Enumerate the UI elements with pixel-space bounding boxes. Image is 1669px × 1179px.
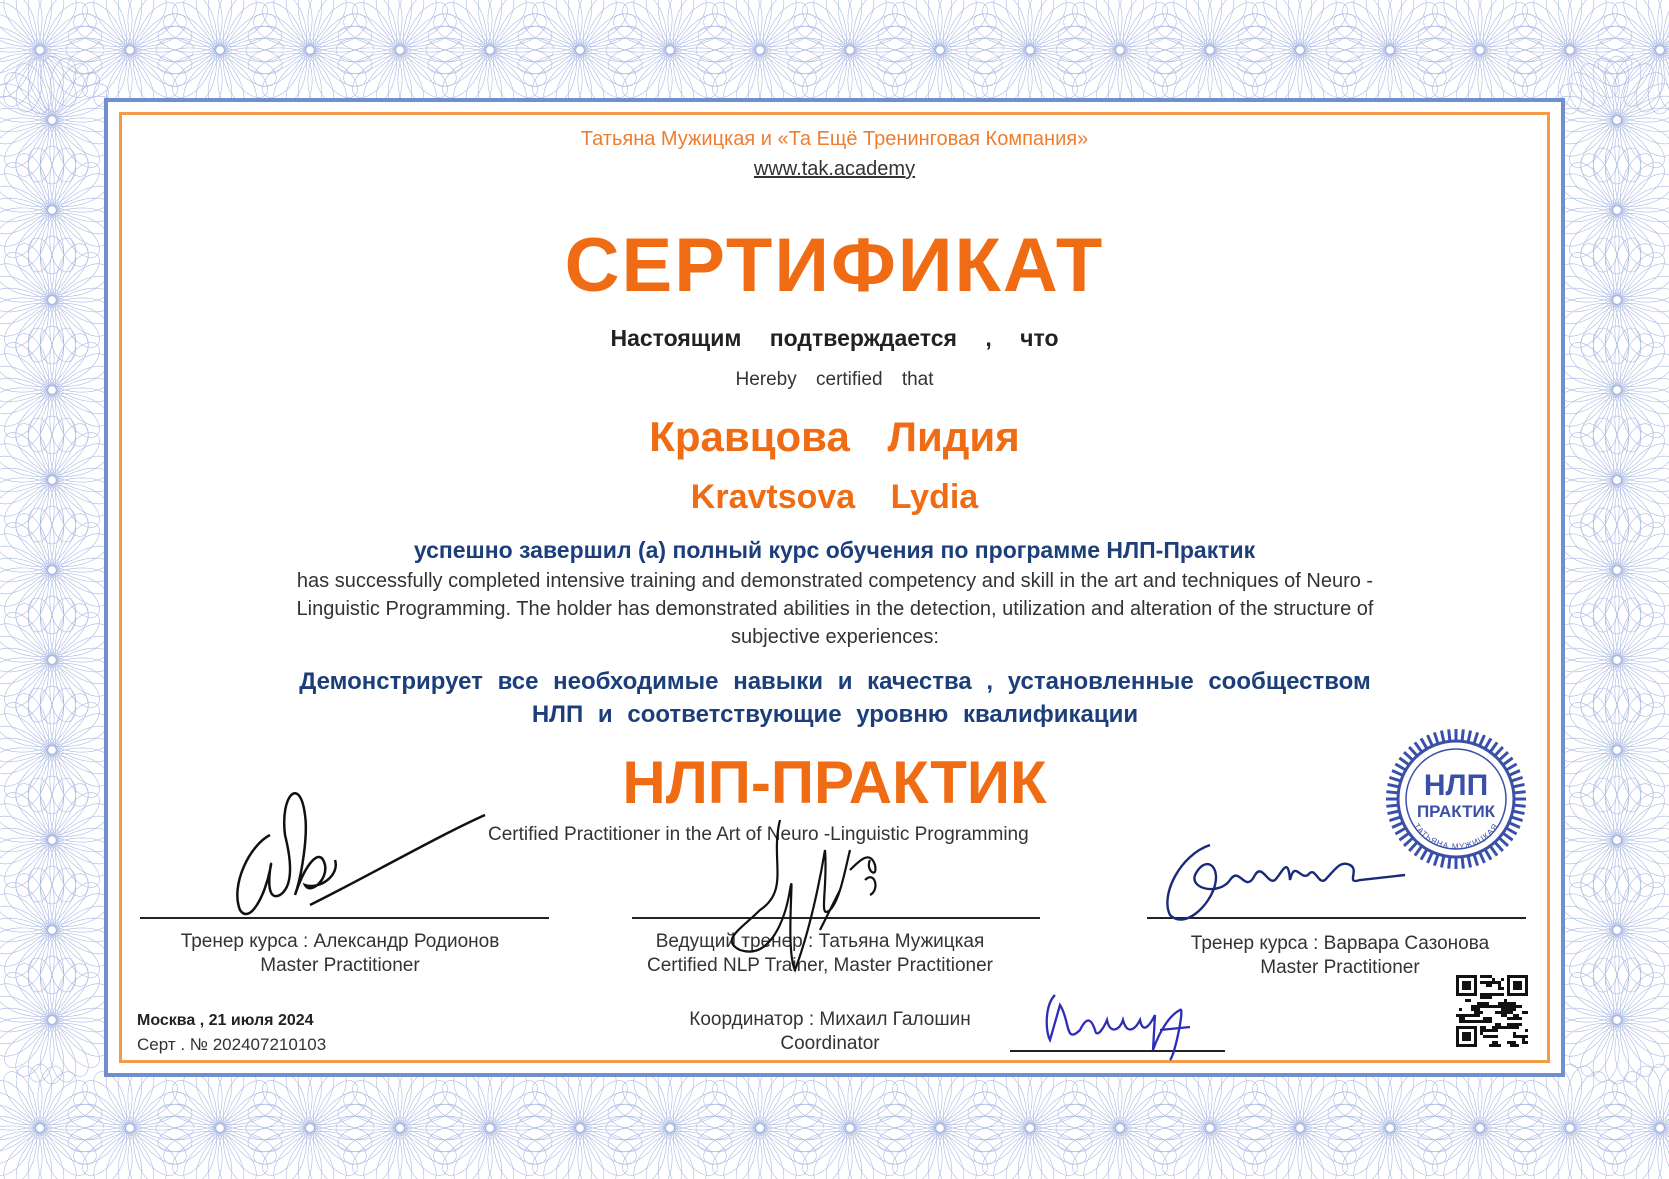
seal-ring-text: ТАТЬЯНА МУЖИЦКАЯ bbox=[1411, 821, 1501, 852]
certified-practitioner-text: Certified Practitioner in the Art of Neuro -Linguistic Programming bbox=[488, 824, 1029, 845]
signatory-right-title: Master Practitioner bbox=[1260, 957, 1420, 978]
confirm-text-ru: Настоящим подтверждается , что bbox=[610, 325, 1059, 351]
qualification-level: НЛП-ПРАКТИК bbox=[622, 749, 1047, 816]
signatory-right bbox=[1140, 932, 1540, 980]
place-and-date: Москва , 21 июля 2024 bbox=[137, 1012, 314, 1029]
signatory-left-title: Master Practitioner bbox=[260, 955, 420, 976]
seal-line1: НЛП bbox=[1423, 769, 1489, 802]
website-link[interactable]: www.tak.academy bbox=[753, 158, 916, 180]
signatory-left-role: Тренер курса : Александр Родионов bbox=[180, 931, 500, 952]
recipient-name-ru: Кравцова Лидия bbox=[649, 413, 1020, 460]
qr-code[interactable] bbox=[1456, 975, 1528, 1047]
signatory-center-role: Ведущий тренер : Татьяна Мужицкая bbox=[655, 931, 985, 952]
signatory-right-role: Тренер курса : Варвара Сазонова bbox=[1190, 933, 1490, 954]
certificate-title: СЕРТИФИКАТ bbox=[564, 223, 1105, 308]
signatory-left bbox=[130, 930, 550, 978]
certificate-number: Серт . № 202407210103 bbox=[137, 1035, 327, 1054]
completion-text-en: has successfully completed intensive training and demonstrated competency and skill in the art and techniques of Neuro -Linguistic Programming. The holder has demonstrated abilities in the detection, utilization and alteration of the structure of subjective experiences: bbox=[296, 570, 1374, 648]
recipient-name-en: Kravtsova Lydia bbox=[690, 478, 979, 516]
nlp-practitioner-seal bbox=[1382, 725, 1530, 873]
signatory-center-title: Certified NLP Trainer, Master Practitioner bbox=[646, 955, 993, 976]
signature-coordinator bbox=[1035, 975, 1215, 1065]
signature-right bbox=[1150, 835, 1410, 930]
company-name: Татьяна Мужицкая и «Та Ещё Тренинговая Компания» bbox=[580, 128, 1089, 150]
coordinator-role: Координатор : Михаил Галошин bbox=[689, 1009, 971, 1030]
demonstrates-text-ru: Демонстрирует все необходимые навыки и качества , установленные сообществом НЛП и соответствующие уровню квалификации bbox=[299, 668, 1371, 728]
completion-text-ru: успешно завершил (а) полный курс обучения по программе НЛП-Практик bbox=[413, 537, 1256, 563]
signature-center bbox=[700, 810, 930, 980]
coordinator-title: Coordinator bbox=[780, 1033, 880, 1054]
seal-line2: ПРАКТИК bbox=[1416, 802, 1496, 821]
coordinator bbox=[640, 1008, 1020, 1056]
confirm-text-en: Hereby certified that bbox=[735, 369, 934, 390]
signature-left bbox=[210, 775, 490, 925]
